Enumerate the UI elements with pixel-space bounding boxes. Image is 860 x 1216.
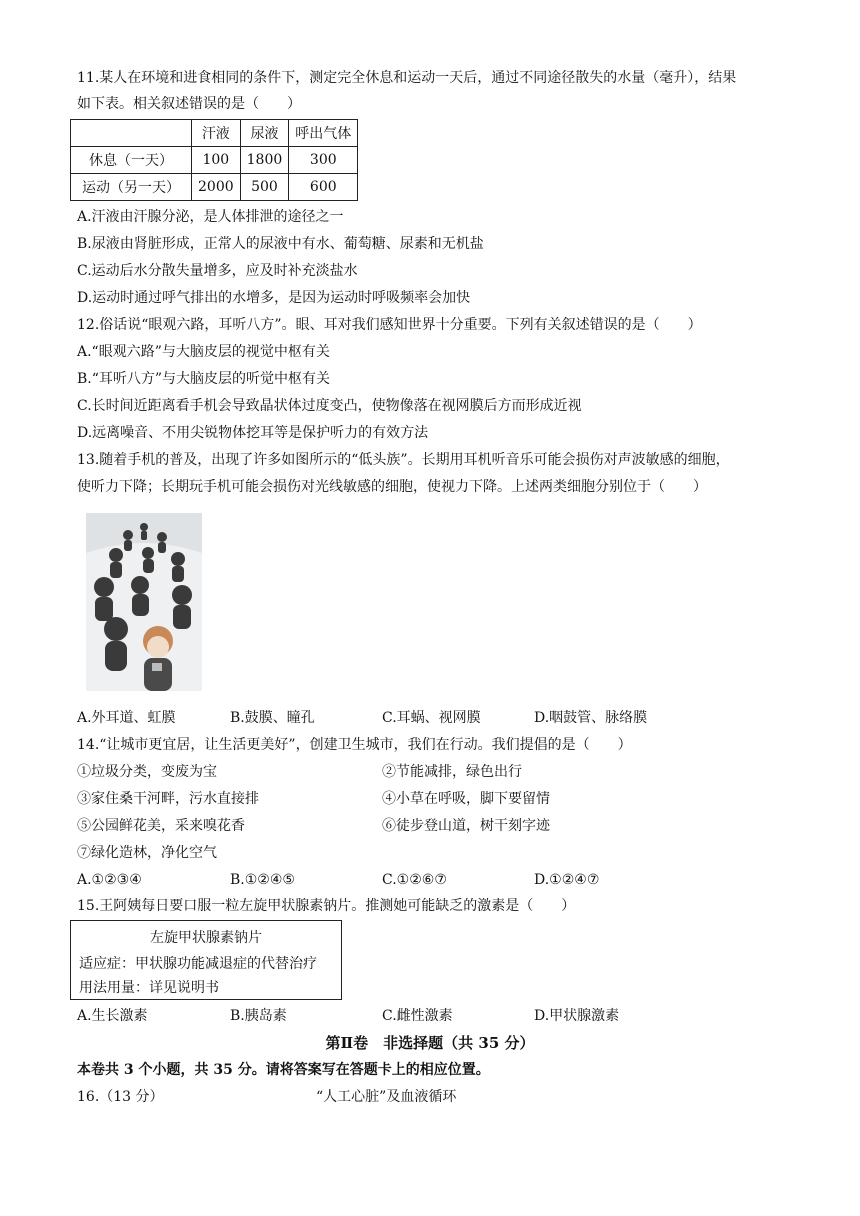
table-cell: 300 xyxy=(289,147,358,174)
water-loss-table xyxy=(70,119,358,201)
q16-topic: “人工心脏”及血液循环 xyxy=(316,1089,457,1105)
q15-stem: 15.王阿姨每日要口服一粒左旋甲状腺素钠片。推测她可能缺乏的激素是（ ） xyxy=(77,898,576,914)
table-header-row xyxy=(71,120,358,147)
q14-item-6: ⑥徒步登山道，树干刻字迹 xyxy=(382,818,550,834)
phone-users-illustration xyxy=(86,513,202,691)
q13-option-b: B.鼓膜、瞳孔 xyxy=(230,710,315,726)
q12-option-d: D.远离噪音、不用尖锐物体挖耳等是保护听力的有效方法 xyxy=(77,425,429,441)
q15-option-b: B.胰岛素 xyxy=(230,1008,287,1024)
q13-option-a: A.外耳道、虹膜 xyxy=(77,710,176,726)
q16-number: 16.（13 分） xyxy=(77,1089,164,1105)
q11-option-a: A.汗液由汗腺分泌，是人体排泄的途径之一 xyxy=(77,209,344,225)
medicine-label-box xyxy=(70,920,342,1000)
q14-option-d: D.①②④⑦ xyxy=(534,872,600,888)
q12-option-c: C.长时间近距离看手机会导致晶状体过度变凸，使物像落在视网膜后方而形成近视 xyxy=(77,398,582,414)
q14-item-2: ②节能减排，绿色出行 xyxy=(382,764,522,780)
table-cell: 600 xyxy=(289,174,358,201)
q11-option-c: C.运动后水分散失量增多，应及时补充淡盐水 xyxy=(77,263,358,279)
section2-instruction: 本卷共 3 个小题，共 35 分。请将答案写在答题卡上的相应位置。 xyxy=(77,1062,490,1078)
table-row xyxy=(71,174,358,201)
q14-option-c: C.①②⑥⑦ xyxy=(382,872,447,888)
q13-option-c: C.耳蜗、视网膜 xyxy=(382,710,481,726)
q15-option-d: D.甲状腺激素 xyxy=(534,1008,620,1024)
q14-item-4: ④小草在呼吸，脚下要留情 xyxy=(382,791,550,807)
table-row xyxy=(71,147,358,174)
table-header-cell: 尿液 xyxy=(240,120,289,147)
q14-item-5: ⑤公园鲜花美，采来嗅花香 xyxy=(77,818,245,834)
medicine-indication: 适应症：甲状腺功能减退症的代替治疗 xyxy=(79,956,317,972)
q12-stem: 12.俗话说“眼观六路，耳听八方”。眼、耳对我们感知世界十分重要。下列有关叙述错误的是（ ） xyxy=(77,317,702,333)
table-cell: 500 xyxy=(240,174,289,201)
q11-option-b: B.尿液由肾脏形成，正常人的尿液中有水、葡萄糖、尿素和无机盐 xyxy=(77,236,484,252)
table-cell: 100 xyxy=(192,147,241,174)
table-cell: 运动（另一天） xyxy=(71,174,192,201)
q11-stem-line2: 如下表。相关叙述错误的是（ ） xyxy=(77,96,301,112)
q14-option-a: A.①②③④ xyxy=(77,872,142,888)
q12-option-a: A.“眼观六路”与大脑皮层的视觉中枢有关 xyxy=(77,344,330,360)
q11-stem-line1: 11.某人在环境和进食相同的条件下，测定完全休息和运动一天后，通过不同途径散失的水量（毫升），结果 xyxy=(77,70,737,86)
q14-item-7: ⑦绿化造林，净化空气 xyxy=(77,845,217,861)
table-cell: 2000 xyxy=(192,174,241,201)
q13-stem-line1: 13.随着手机的普及，出现了许多如图所示的“低头族”。长期用耳机听音乐可能会损伤对声波敏感的细胞， xyxy=(77,452,730,468)
section2-title: 第Ⅱ卷 非选择题（共 35 分） xyxy=(325,1034,535,1052)
q11-option-d: D.运动时通过呼气排出的水增多，是因为运动时呼吸频率会加快 xyxy=(77,290,471,306)
q14-item-1: ①垃圾分类，变废为宝 xyxy=(77,764,217,780)
q13-option-d: D.咽鼓管、脉络膜 xyxy=(534,710,648,726)
medicine-label-title: 左旋甲状腺素钠片 xyxy=(150,930,262,946)
table-cell: 休息（一天） xyxy=(71,147,192,174)
table-header-cell: 呼出气体 xyxy=(289,120,358,147)
table-header-cell: 汗液 xyxy=(192,120,241,147)
q15-option-c: C.雌性激素 xyxy=(382,1008,453,1024)
medicine-dosage: 用法用量：详见说明书 xyxy=(79,980,219,996)
q14-option-b: B.①②④⑤ xyxy=(230,872,295,888)
q15-option-a: A.生长激素 xyxy=(77,1008,148,1024)
q14-stem: 14.“让城市更宜居，让生活更美好”，创建卫生城市，我们在行动。我们提倡的是（ ） xyxy=(77,737,632,753)
q14-item-3: ③家住桑干河畔，污水直接排 xyxy=(77,791,259,807)
q12-option-b: B.“耳听八方”与大脑皮层的听觉中枢有关 xyxy=(77,371,331,387)
q13-stem-line2: 使听力下降；长期玩手机可能会损伤对光线敏感的细胞，使视力下降。上述两类细胞分别位于（ ） xyxy=(77,479,707,495)
table-cell: 1800 xyxy=(240,147,289,174)
table-header-cell xyxy=(71,120,192,147)
